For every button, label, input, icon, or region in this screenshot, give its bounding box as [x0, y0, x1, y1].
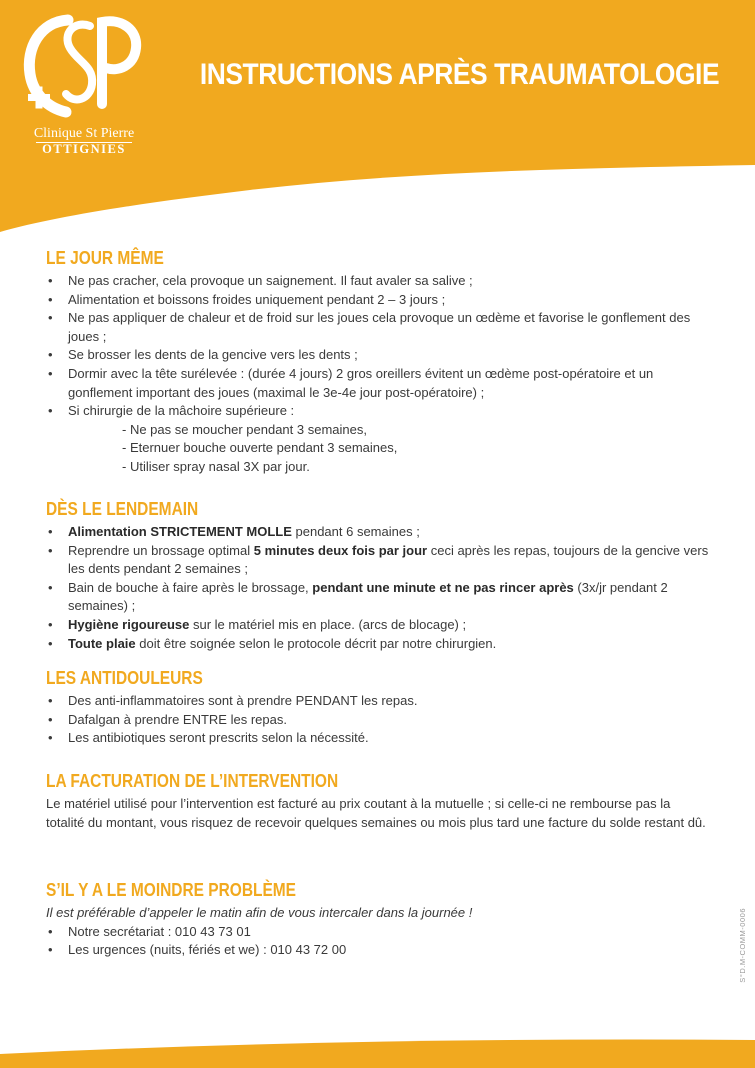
section-heading: S’IL Y A LE MOINDRE PROBLÈME	[46, 880, 297, 900]
csp-monogram-icon	[18, 8, 148, 126]
clinic-city: OTTIGNIES	[42, 142, 126, 156]
emphasis: Alimentation STRICTEMENT MOLLE	[68, 524, 292, 539]
list-item: • Les antibiotiques seront prescrits selon la nécessité.	[46, 729, 417, 748]
list-item: • Alimentation et boissons froides uniquement pendant 2 – 3 jours ;	[46, 291, 710, 310]
list-item	[46, 579, 710, 616]
list-item	[46, 616, 710, 635]
list-item: • Les urgences (nuits, fériés et we) : 010 43 72 00	[46, 941, 472, 960]
list-item: • Ne pas appliquer de chaleur et de froid sur les joues cela provoque un œdème et favorise le gonflement des joues ;	[46, 309, 710, 346]
list-item: • Se brosser les dents de la gencive vers les dents ;	[46, 346, 710, 365]
text: (3x/jr pendant 2 semaines) ;	[68, 579, 668, 614]
text: doit être soignée selon le protocole décrit par notre chirurgien.	[135, 635, 497, 651]
bullet-list	[46, 523, 710, 653]
emphasis: pendant une minute et ne pas rincer après	[312, 579, 574, 595]
text: pendant 6 semaines ;	[291, 524, 420, 539]
list-item: • Notre secrétariat : 010 43 73 01	[46, 923, 472, 942]
section-heading: DÈS LE LENDEMAIN	[46, 499, 199, 519]
footer-band	[0, 1028, 755, 1068]
section-heading: LA FACTURATION DE L’INTERVENTION	[46, 771, 339, 791]
text: Bain de bouche à faire après le brossage,	[68, 579, 313, 595]
sub-list-item: - Ne pas se moucher pendant 3 semaines,	[122, 421, 367, 437]
document-title: INSTRUCTIONS APRÈS TRAUMATOLOGIE	[199, 58, 719, 91]
sub-list-item: - Utiliser spray nasal 3X par jour.	[122, 458, 310, 474]
list-item: • Dormir avec la tête surélevée : (durée 4 jours) 2 gros oreillers évitent un œdème post-opératoire et un gonflement important des joues (maximal le 3e-4e jour post-opératoire) ;	[46, 365, 710, 402]
section-heading: LES ANTIDOULEURS	[46, 668, 203, 688]
note: Il est préférable d’appeler le matin afin de vous intercaler dans la journée !	[46, 905, 473, 920]
sub-list	[46, 421, 710, 477]
section-antidouleurs	[46, 667, 417, 748]
clinic-name: Clinique St Pierre	[22, 126, 146, 142]
bullet-list	[46, 923, 472, 960]
section-heading: LE JOUR MÊME	[46, 248, 164, 268]
sub-list-item: - Eternuer bouche ouverte pendant 3 semaines,	[122, 440, 398, 456]
list-item	[46, 635, 710, 654]
list-item	[46, 523, 710, 542]
text: sur le matériel mis en place. (arcs de blocage) ;	[189, 616, 467, 632]
text: ceci après les repas, toujours de la gencive vers les dents pendant 2 semaines ;	[68, 542, 709, 577]
document-reference: S°D.M-COMM-0006	[738, 908, 747, 983]
section-jour-meme	[46, 247, 710, 477]
bullet-list	[46, 692, 417, 748]
clinic-logo	[18, 8, 148, 158]
section-facturation	[46, 770, 710, 832]
emphasis: Hygiène rigoureuse	[68, 616, 190, 632]
list-item: • Ne pas cracher, cela provoque un saignement. Il faut avaler sa salive ;	[46, 272, 710, 291]
section-lendemain	[46, 498, 710, 653]
list-item	[46, 542, 710, 579]
emphasis: Toute plaie	[68, 635, 136, 651]
emphasis: 5 minutes deux fois par jour	[253, 542, 428, 558]
text: Reprendre un brossage optimal	[68, 542, 254, 558]
list-item: • Des anti-inflammatoires sont à prendre PENDANT les repas.	[46, 692, 417, 711]
list-item: • Si chirurgie de la mâchoire supérieure :	[46, 402, 710, 421]
list-item: • Dafalgan à prendre ENTRE les repas.	[46, 711, 417, 730]
section-probleme	[46, 879, 472, 960]
paragraph: Le matériel utilisé pour l’intervention est facturé au prix coutant à la mutuelle ; si celle-ci ne rembourse pas la totalité du montant, vous risquez de recevoir quelques semaines ou mois plus tard une facture du solde restant dû.	[46, 796, 706, 830]
bullet-list	[46, 272, 710, 421]
